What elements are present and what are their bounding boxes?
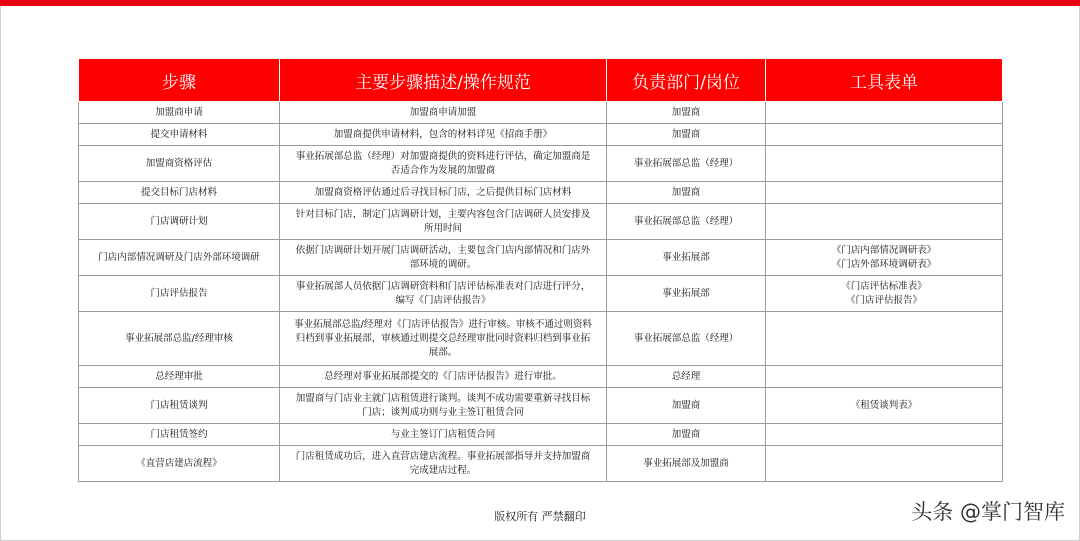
copyright-notice: 版权所有 严禁翻印 bbox=[494, 510, 586, 523]
top-accent-bar bbox=[0, 0, 1080, 6]
description-line: 加盟商与门店业主就门店租赁进行谈判。谈判不成功需要重新寻找目标 bbox=[295, 392, 591, 404]
description-cell bbox=[280, 446, 607, 482]
description-line: 依据门店调研计划开展门店调研活动，主要包含门店内部情况和门店外 bbox=[295, 244, 591, 256]
description-cell bbox=[280, 276, 607, 312]
tools-cell bbox=[766, 124, 1003, 146]
step-cell: 门店评估报告 bbox=[79, 276, 280, 312]
tool-form-name: 《门店内部情况调研表》 bbox=[831, 244, 937, 256]
table-row bbox=[79, 424, 1003, 446]
description-line: 事业拓展部总监（经理）对加盟商提供的资料进行评估，确定加盟商是 bbox=[295, 150, 591, 162]
tool-form-name: 《租赁谈判表》 bbox=[850, 399, 918, 411]
department-cell: 总经理 bbox=[607, 366, 766, 388]
table-row bbox=[79, 276, 1003, 312]
description-line: 所用时间 bbox=[423, 222, 462, 234]
table-row bbox=[79, 124, 1003, 146]
tools-cell bbox=[766, 446, 1003, 482]
department-cell: 加盟商 bbox=[607, 124, 766, 146]
tools-cell bbox=[766, 182, 1003, 204]
description-line: 加盟商申请加盟 bbox=[409, 106, 477, 118]
table-row bbox=[79, 204, 1003, 240]
department-cell: 加盟商 bbox=[607, 182, 766, 204]
header-department: 负责部门/岗位 bbox=[607, 59, 766, 102]
step-cell: 门店内部情况调研及门店外部环境调研 bbox=[79, 240, 280, 276]
department-cell: 事业拓展部及加盟商 bbox=[607, 446, 766, 482]
department-cell: 事业拓展部总监（经理） bbox=[607, 204, 766, 240]
step-cell: 提交目标门店材料 bbox=[79, 182, 280, 204]
description-line: 部环境的调研。 bbox=[409, 258, 477, 270]
description-line: 编写《门店评估报告》 bbox=[395, 294, 491, 306]
department-cell: 事业拓展部 bbox=[607, 240, 766, 276]
description-cell bbox=[280, 182, 607, 204]
description-cell bbox=[280, 388, 607, 424]
watermark: 头条 @掌门智库 bbox=[911, 500, 1065, 524]
step-cell: 加盟商申请 bbox=[79, 102, 280, 124]
description-cell bbox=[280, 312, 607, 366]
description-line: 事业拓展部总监/经理对《门店评估报告》进行审核。审核不通过则资料 bbox=[294, 318, 592, 330]
description-cell bbox=[280, 424, 607, 446]
description-line: 完成建店过程。 bbox=[409, 464, 477, 476]
step-cell: 加盟商资格评估 bbox=[79, 146, 280, 182]
process-table bbox=[78, 58, 1003, 482]
description-cell bbox=[280, 204, 607, 240]
step-cell: 门店租赁签约 bbox=[79, 424, 280, 446]
description-line: 门店；谈判成功则与业主签订租赁合同 bbox=[362, 406, 524, 418]
step-cell: 总经理审批 bbox=[79, 366, 280, 388]
tools-cell bbox=[766, 146, 1003, 182]
department-cell: 加盟商 bbox=[607, 102, 766, 124]
description-cell bbox=[280, 102, 607, 124]
description-line: 展部。 bbox=[428, 346, 458, 358]
tools-cell bbox=[766, 204, 1003, 240]
tools-cell bbox=[766, 424, 1003, 446]
table-row bbox=[79, 312, 1003, 366]
tools-cell bbox=[766, 276, 1003, 312]
header-tools: 工具表单 bbox=[766, 59, 1003, 102]
description-line: 否适合作为发展的加盟商 bbox=[390, 164, 496, 176]
tool-form-name: 《门店外部环境调研表》 bbox=[831, 258, 937, 270]
description-line: 加盟商资格评估通过后寻找目标门店，之后提供目标门店材料 bbox=[314, 186, 572, 198]
description-line: 总经理对事业拓展部提交的《门店评估报告》进行审批。 bbox=[324, 370, 562, 382]
tools-cell bbox=[766, 102, 1003, 124]
table-header-row bbox=[79, 59, 1003, 102]
description-line: 事业拓展部人员依据门店调研资料和门店评估标准表对门店进行评分， bbox=[295, 280, 591, 292]
department-cell: 事业拓展部 bbox=[607, 276, 766, 312]
header-description: 主要步骤描述/操作规范 bbox=[280, 59, 607, 102]
table-row bbox=[79, 388, 1003, 424]
table-row bbox=[79, 182, 1003, 204]
step-cell: 事业拓展部总监/经理审核 bbox=[79, 312, 280, 366]
description-line: 归档到事业拓展部，审核通过则提交总经理审批同时资料归档到事业拓 bbox=[295, 332, 591, 344]
table-row bbox=[79, 366, 1003, 388]
step-cell: 门店租赁谈判 bbox=[79, 388, 280, 424]
department-cell: 加盟商 bbox=[607, 388, 766, 424]
table-row bbox=[79, 240, 1003, 276]
header-step: 步骤 bbox=[79, 59, 280, 102]
step-cell: 提交申请材料 bbox=[79, 124, 280, 146]
description-line: 门店租赁成功后，进入直营店建店流程。事业拓展部指导并支持加盟商 bbox=[295, 450, 591, 462]
description-line: 与业主签订门店租赁合同 bbox=[390, 428, 496, 440]
description-cell bbox=[280, 240, 607, 276]
description-cell bbox=[280, 124, 607, 146]
description-line: 针对目标门店，制定门店调研计划，主要内容包含门店调研人员安排及 bbox=[295, 208, 591, 220]
tools-cell bbox=[766, 240, 1003, 276]
tool-form-name: 《门店评估报告》 bbox=[845, 294, 922, 306]
tool-form-name: 《门店评估标准表》 bbox=[841, 280, 927, 292]
table-row bbox=[79, 102, 1003, 124]
frame-border-left bbox=[0, 6, 1, 541]
step-cell: 门店调研计划 bbox=[79, 204, 280, 240]
description-cell bbox=[280, 366, 607, 388]
department-cell: 事业拓展部总监（经理） bbox=[607, 146, 766, 182]
table-row bbox=[79, 146, 1003, 182]
tools-cell bbox=[766, 366, 1003, 388]
tools-cell bbox=[766, 312, 1003, 366]
step-cell: 《直营店建店流程》 bbox=[79, 446, 280, 482]
department-cell: 事业拓展部总监（经理） bbox=[607, 312, 766, 366]
description-cell bbox=[280, 146, 607, 182]
description-line: 加盟商提供申请材料，包含的材料详见《招商手册》 bbox=[333, 128, 553, 140]
department-cell: 加盟商 bbox=[607, 424, 766, 446]
tools-cell bbox=[766, 388, 1003, 424]
table-row bbox=[79, 446, 1003, 482]
